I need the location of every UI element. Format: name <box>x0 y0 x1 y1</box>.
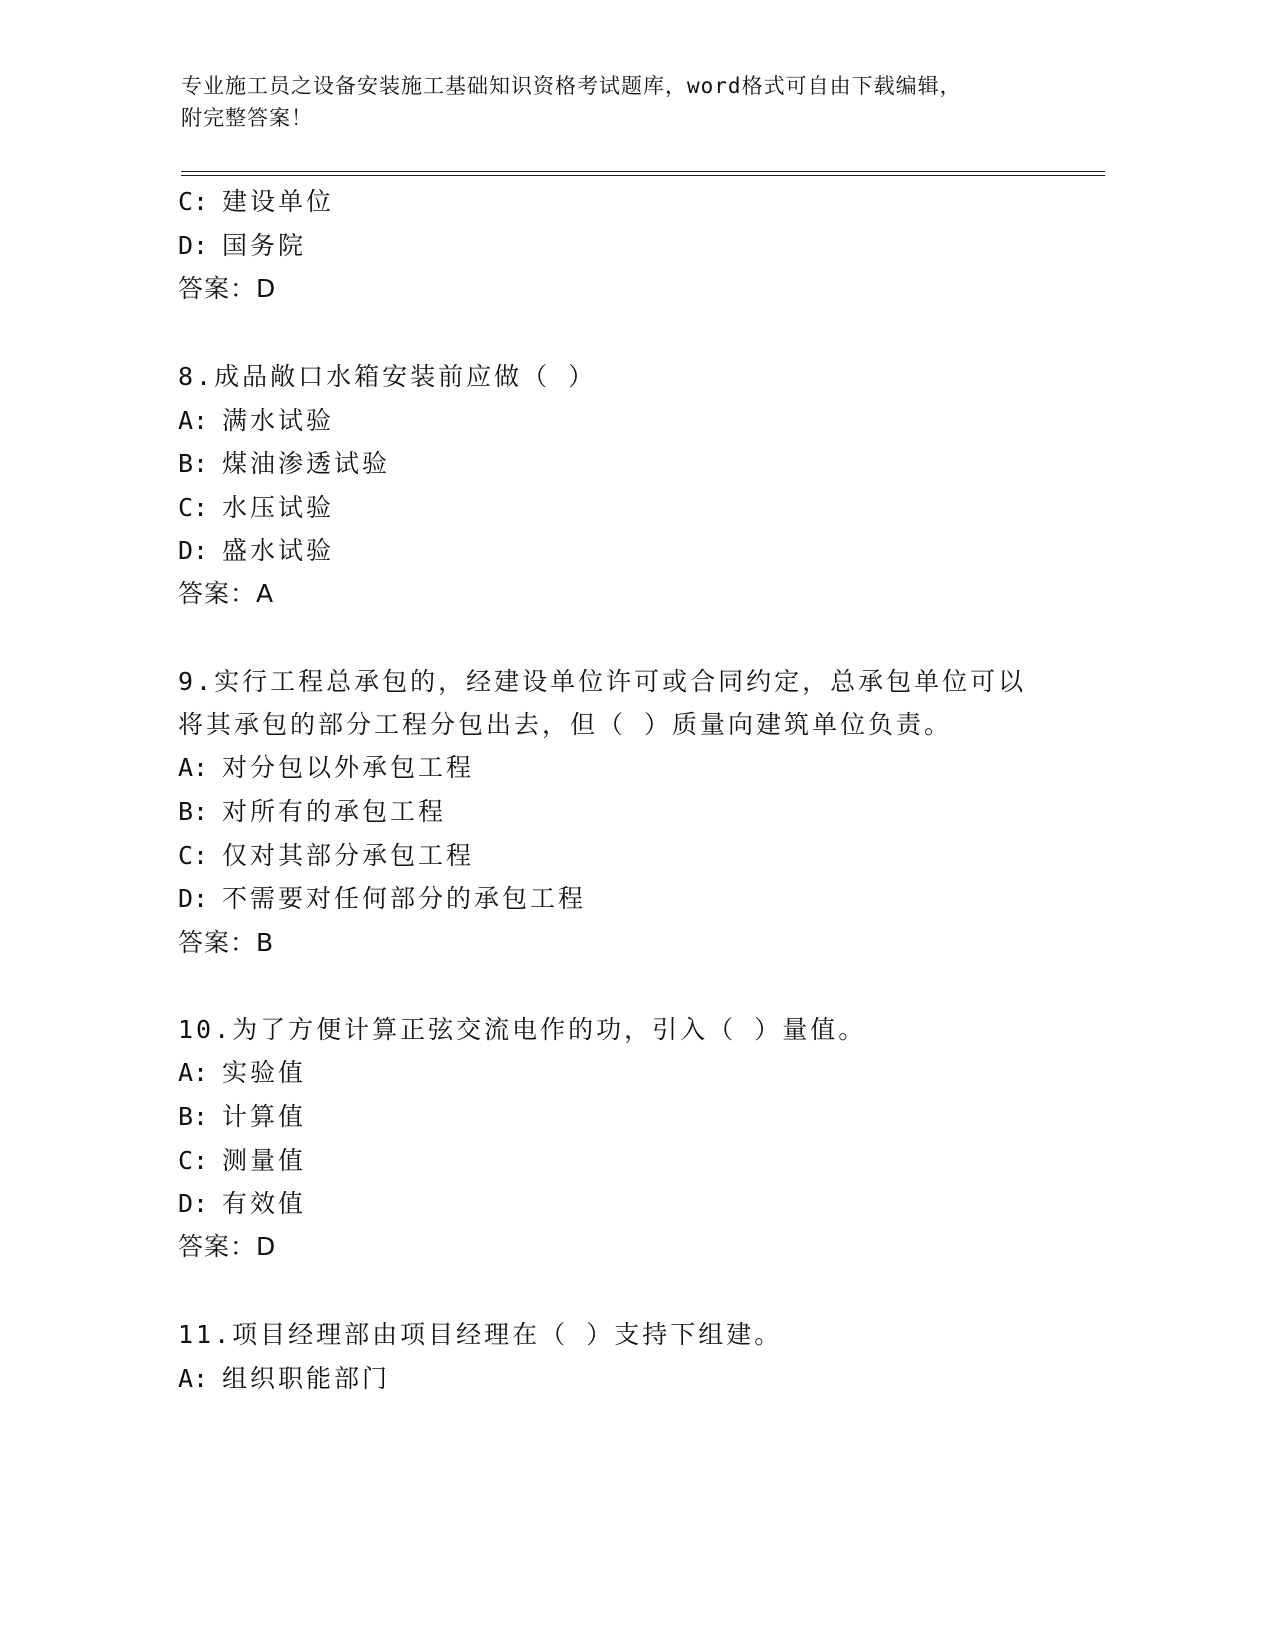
option-line <box>178 1145 306 1177</box>
header-line-1: 专业施工员之设备安装施工基础知识资格考试题库，word格式可自由下载编辑， <box>181 74 962 98</box>
question-line: 10.为了方便计算正弦交流电作的功，引入（ ）量值。 <box>178 1015 867 1044</box>
option-text: 对分包以外承包工程 <box>222 753 475 782</box>
option-label: D: <box>178 1189 209 1218</box>
option-line <box>178 492 334 524</box>
option-text: 建设单位 <box>222 187 335 216</box>
option-text: 仅对其部分承包工程 <box>222 841 475 870</box>
option-label: C: <box>178 841 209 870</box>
option-line <box>178 405 334 437</box>
answer-line: 答案：A <box>178 579 275 608</box>
option-label: A: <box>178 753 209 782</box>
option-text: 水压试验 <box>222 493 335 522</box>
option-label: A: <box>178 1058 209 1087</box>
question-line: 11.项目经理部由项目经理在（ ）支持下组建。 <box>178 1320 783 1349</box>
option-text: 满水试验 <box>222 406 335 435</box>
option-line <box>178 1057 306 1089</box>
option-label: B: <box>178 1102 209 1131</box>
option-line <box>178 883 586 915</box>
option-line <box>178 535 334 567</box>
question-line: 将其承包的部分工程分包出去，但（ ）质量向建筑单位负责。 <box>178 710 953 739</box>
option-text: 对所有的承包工程 <box>222 797 447 826</box>
option-line <box>178 752 474 784</box>
header-line-2: 附完整答案！ <box>181 106 313 130</box>
option-label: B: <box>178 449 209 478</box>
option-text: 组织职能部门 <box>222 1364 391 1393</box>
option-label: A: <box>178 1364 209 1393</box>
option-text: 有效值 <box>222 1189 307 1218</box>
option-label: D: <box>178 884 209 913</box>
answer-line: 答案：D <box>178 274 277 303</box>
option-line <box>178 230 306 262</box>
option-line <box>178 186 334 218</box>
option-text: 计算值 <box>222 1102 307 1131</box>
option-text: 盛水试验 <box>222 536 335 565</box>
option-text: 国务院 <box>222 231 307 260</box>
option-text: 煤油渗透试验 <box>222 449 391 478</box>
question-line: 9.实行工程总承包的，经建设单位许可或合同约定，总承包单位可以 <box>178 667 1027 696</box>
option-label: C: <box>178 1146 209 1175</box>
option-label: D: <box>178 231 209 260</box>
option-label: A: <box>178 406 209 435</box>
question-line: 8.成品敞口水箱安装前应做（ ） <box>178 362 597 391</box>
option-line <box>178 1363 390 1395</box>
option-text: 不需要对任何部分的承包工程 <box>222 884 587 913</box>
option-line <box>178 448 390 480</box>
header-rule-bottom <box>181 175 1105 176</box>
option-line <box>178 1188 306 1220</box>
answer-line: 答案：B <box>178 928 275 957</box>
option-label: B: <box>178 797 209 826</box>
option-line <box>178 796 446 828</box>
option-label: D: <box>178 536 209 565</box>
document-header <box>181 70 1081 134</box>
option-line <box>178 1101 306 1133</box>
option-text: 测量值 <box>222 1146 307 1175</box>
option-label: C: <box>178 187 209 216</box>
option-text: 实验值 <box>222 1058 307 1087</box>
header-rule-top <box>181 171 1105 172</box>
option-line <box>178 840 474 872</box>
answer-line: 答案：D <box>178 1232 277 1261</box>
option-label: C: <box>178 493 209 522</box>
